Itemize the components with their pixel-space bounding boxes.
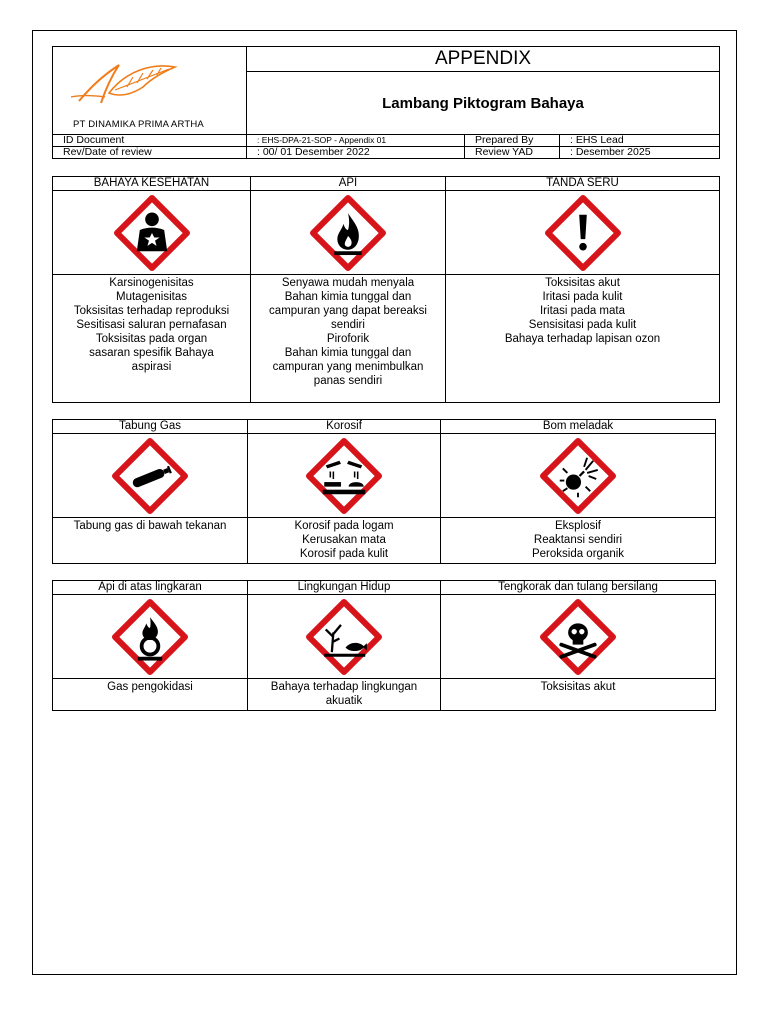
description-cell: [53, 679, 248, 711]
description-line: Toksisitas pada organ: [95, 333, 208, 345]
column-title: Bom meladak: [441, 420, 716, 434]
description-line: sasaran spesifik Bahaya: [89, 347, 214, 359]
description-line: Bahan kimia tunggal dan: [284, 347, 412, 359]
review-yad-label: Review YAD: [465, 147, 560, 159]
description-line: Kerusakan mata: [302, 534, 386, 546]
description-line: Karsinogenisitas: [109, 277, 194, 289]
prepared-by-value: : EHS Lead: [560, 135, 720, 147]
description-line: Iritasi pada kulit: [542, 291, 623, 303]
column-title: Korosif: [248, 420, 441, 434]
description-cell: [248, 518, 441, 564]
description-cell: [441, 518, 716, 564]
description-line: aspirasi: [131, 361, 172, 373]
description-cell: [251, 275, 446, 403]
pictogram-cell: [441, 595, 716, 679]
description-cell: [441, 679, 716, 711]
column-title: API: [251, 177, 446, 191]
pictogram-cell: [53, 191, 251, 275]
column-title: Lingkungan Hidup: [248, 581, 441, 595]
environment-icon: [306, 599, 382, 675]
document-header: [52, 46, 720, 159]
description-line: Mutagenisitas: [116, 291, 187, 303]
hazard-table-2: [52, 419, 716, 564]
company-logo-icon: [71, 57, 181, 107]
flame-over-circle-icon: [112, 599, 188, 675]
description-line: Bahaya terhadap lingkungan: [270, 681, 418, 693]
description-cell: [53, 518, 248, 564]
pictogram-cell: [446, 191, 720, 275]
description-line: Sensisitasi pada kulit: [528, 319, 637, 331]
column-title: Api di atas lingkaran: [53, 581, 248, 595]
id-document-value: : EHS-DPA-21-SOP - Appendix 01: [247, 135, 465, 147]
review-yad-value: : Desember 2025: [560, 147, 720, 159]
column-title: TANDA SERU: [446, 177, 720, 191]
description-line: Piroforik: [326, 333, 370, 345]
description-line: Toksisitas terhadap reproduksi: [73, 305, 230, 317]
column-title: Tabung Gas: [53, 420, 248, 434]
pictogram-cell: [248, 434, 441, 518]
description-line: campuran yang menimbulkan: [272, 361, 424, 373]
rev-date-value: : 00/ 01 Desember 2022: [247, 147, 465, 159]
appendix-label: APPENDIX: [247, 47, 720, 72]
description-line: sendiri: [331, 319, 365, 331]
description-line: Korosif pada kulit: [299, 548, 389, 560]
pictogram-cell: [248, 595, 441, 679]
column-title: BAHAYA KESEHATAN: [53, 177, 251, 191]
logo-cell: [53, 47, 247, 135]
corrosion-icon: [306, 438, 382, 514]
description-line: Toksisitas akut: [540, 681, 616, 693]
document-title: Lambang Piktogram Bahaya: [247, 72, 720, 135]
description-line: Iritasi pada mata: [539, 305, 625, 317]
gas-cylinder-icon: [112, 438, 188, 514]
description-line: Korosif pada logam: [294, 520, 394, 532]
skull-crossbones-icon: [540, 599, 616, 675]
column-title: Tengkorak dan tulang bersilang: [441, 581, 716, 595]
description-line: panas sendiri: [313, 375, 383, 387]
description-line: Senyawa mudah menyala: [281, 277, 415, 289]
description-line: Eksplosif: [554, 520, 602, 532]
description-cell: [53, 275, 251, 403]
pictogram-cell: [53, 434, 248, 518]
description-line: Gas pengokidasi: [107, 681, 193, 693]
pictogram-cell: [53, 595, 248, 679]
health-hazard-icon: [114, 195, 190, 271]
description-line: Reaktansi sendiri: [533, 534, 623, 546]
exploding-bomb-icon: [540, 438, 616, 514]
description-line: Sesitisasi saluran pernafasan: [76, 319, 227, 331]
id-document-label: ID Document: [53, 135, 247, 147]
pictogram-cell: [441, 434, 716, 518]
description-line: campuran yang dapat bereaksi: [269, 305, 427, 317]
description-cell: [446, 275, 720, 403]
description-line: Tabung gas di bawah tekanan: [73, 520, 227, 532]
hazard-table-3: [52, 580, 716, 711]
description-cell: [248, 679, 441, 711]
hazard-table-1: [52, 176, 720, 403]
description-line: Peroksida organik: [531, 548, 625, 560]
description-line: akuatik: [325, 695, 363, 707]
description-line: Toksisitas akut: [545, 277, 620, 289]
exclamation-icon: [545, 195, 621, 271]
description-line: Bahaya terhadap lapisan ozon: [504, 333, 661, 345]
pictogram-cell: [251, 191, 446, 275]
flame-icon: [310, 195, 386, 271]
prepared-by-label: Prepared By: [465, 135, 560, 147]
rev-date-label: Rev/Date of review: [53, 147, 247, 159]
description-line: Bahan kimia tunggal dan: [284, 291, 412, 303]
company-name: PT DINAMIKA PRIMA ARTHA: [73, 119, 204, 130]
